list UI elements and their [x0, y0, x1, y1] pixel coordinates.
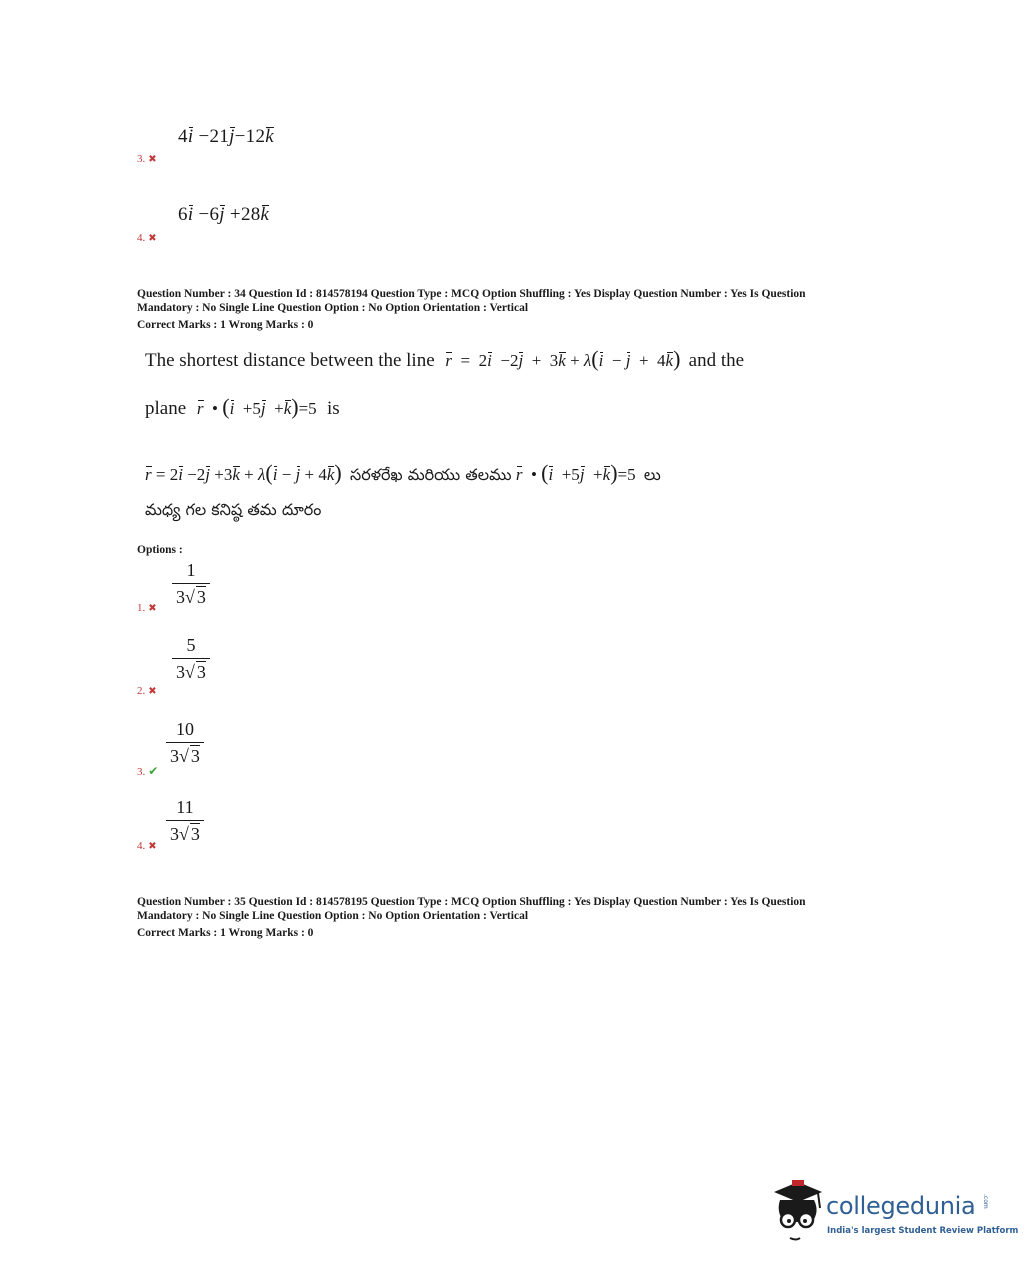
q34-meta-line-2: Mandatory : No Single Line Question Option : No Option Orientation : Vertical: [137, 302, 529, 314]
brand-tld: .com: [982, 1194, 989, 1209]
wrong-mark-icon: ✖: [148, 686, 157, 697]
q34-meta-line-3: Correct Marks : 1 Wrong Marks : 0: [137, 319, 314, 331]
q34-option-4-fraction: $\frac{11}{3√ 3}$: [166, 797, 204, 845]
q34-option-1-fraction: $\frac{1}{3√ 3}$: [172, 560, 210, 608]
plane-equation: r • (i +5j +k)=5: [196, 394, 321, 419]
q34-meta-line-1: Question Number : 34 Question Id : 814578194 Question Type : MCQ Option Shuffling : Yes Display Question Number : Yes Is Question: [137, 288, 806, 300]
line-equation: r = 2i −2j + 3k + λ(i − j + 4k): [445, 346, 681, 371]
brand-tagline: India's largest Student Review Platform: [827, 1226, 1019, 1236]
prev-option-4-expression: 6i −6j +28k: [178, 204, 270, 225]
q34-telugu-line-1: r = 2i −2j +3k + λ(i − j + 4k) సరళరేఖ మరియు తలము r • (i +5j +k)=5 లు: [145, 460, 661, 485]
prev-option-3-expression: 4i −21j−12k: [178, 126, 275, 147]
correct-check-icon: ✔: [148, 764, 159, 778]
brand-name: collegedunia: [826, 1192, 976, 1220]
q34-metadata: [137, 287, 897, 332]
q34-option-2-label: 2. ✖: [137, 685, 157, 697]
wrong-mark-icon: ✖: [148, 603, 157, 614]
q34-option-3-label: 3. ✔: [137, 764, 159, 778]
wrong-mark-icon: ✖: [148, 841, 157, 852]
q34-option-1-label: 1. ✖: [137, 602, 157, 614]
q35-meta-line-3: Correct Marks : 1 Wrong Marks : 0: [137, 927, 314, 939]
q34-option-2-fraction: $\frac{5}{3√ 3}$: [172, 635, 210, 683]
q34-option-4-label: 4. ✖: [137, 840, 157, 852]
mascot-icon: [768, 1178, 826, 1246]
q35-meta-line-1: Question Number : 35 Question Id : 814578195 Question Type : MCQ Option Shuffling : Yes Display Question Number : Yes Is Question: [137, 896, 806, 908]
collegedunia-logo: [768, 1178, 1019, 1248]
options-label: Options :: [137, 544, 183, 556]
prev-option-3-label: 3. ✖: [137, 153, 157, 165]
q34-option-3-fraction: $\frac{10}{3√ 3}$: [166, 719, 204, 767]
wrong-mark-icon: ✖: [148, 154, 157, 165]
q34-english-line-1: The shortest distance between the line r = 2i −2j + 3k + λ(i − j + 4k) and the: [145, 346, 745, 371]
q35-metadata: [137, 895, 897, 940]
wrong-mark-icon: ✖: [148, 233, 157, 244]
q34-telugu-line-2: మధ్య గల కనిష్ఠ తమ దూరం: [145, 500, 322, 519]
q35-meta-line-2: Mandatory : No Single Line Question Option : No Option Orientation : Vertical: [137, 910, 529, 922]
prev-option-4-label: 4. ✖: [137, 232, 157, 244]
q34-english-line-2: plane r • (i +5j +k)=5 is: [145, 394, 340, 419]
